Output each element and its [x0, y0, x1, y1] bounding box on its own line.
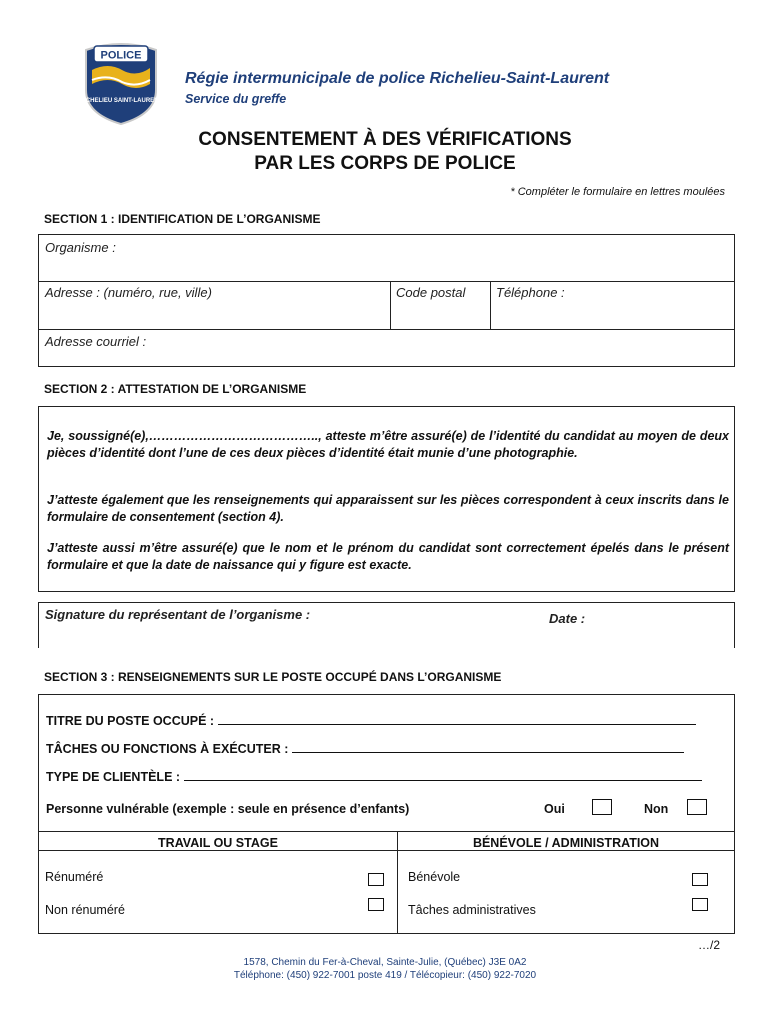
header-divider [39, 850, 734, 851]
clientele-blank[interactable] [184, 769, 702, 781]
logo-top-text: POLICE [100, 49, 142, 62]
travail-stage-header: TRAVAIL OU STAGE [158, 836, 278, 850]
section1-heading: SECTION 1 : IDENTIFICATION DE L’ORGANISME [44, 212, 321, 226]
titre-poste-label: TITRE DU POSTE OCCUPÉ : [46, 714, 215, 728]
footer-address: 1578, Chemin du Fer-à-Cheval, Sainte-Julie, (Québec) J3E 0A2 [243, 957, 527, 968]
footer-phone: Téléphone: (450) 922-7001 poste 419 / Télécopieur: (450) 922-7020 [233, 970, 537, 981]
clientele-line[interactable] [46, 769, 702, 784]
attestation-paragraph-3: J’atteste aussi m’être assuré(e) que le nom et le prénom du candidat sont correctement épelés dans le présent formulaire et que la date de naissance qui y figure est exacte. [47, 541, 729, 572]
telephone-field[interactable] [490, 281, 735, 330]
organisme-field[interactable] [38, 234, 735, 282]
taches-admin-checkbox[interactable] [692, 898, 708, 911]
vulnerable-label: Personne vulnérable (exemple : seule en présence d’enfants) [46, 802, 410, 816]
attestation-box [38, 406, 735, 592]
organization-name: Régie intermunicipale de police Richelieu-Saint-Laurent [185, 70, 610, 87]
benevole-admin-header: BÉNÉVOLE / ADMINISTRATION [472, 836, 660, 850]
taches-line[interactable] [46, 741, 684, 756]
non-checkbox[interactable] [687, 799, 707, 815]
non-label: Non [644, 802, 669, 816]
courriel-field[interactable] [38, 329, 735, 367]
clientele-label: TYPE DE CLIENTÈLE : [46, 770, 181, 784]
form-title-line2: PAR LES CORPS DE POLICE [254, 153, 516, 174]
taches-label: TÂCHES OU FONCTIONS À EXÉCUTER : [46, 742, 289, 756]
titre-poste-blank[interactable] [218, 713, 696, 725]
page-marker: …/2 [698, 938, 721, 952]
section3-heading: SECTION 3 : RENSEIGNEMENTS SUR LE POSTE OCCUPÉ DANS L’ORGANISME [44, 670, 502, 684]
date-label: Date : [549, 611, 586, 626]
courriel-label: Adresse courriel : [45, 334, 147, 349]
form-title-line1: CONSENTEMENT À DES VÉRIFICATIONS [198, 129, 572, 150]
organisme-label: Organisme : [45, 240, 116, 255]
attestation-paragraph-1: Je, soussigné(e),………………………………….., atteste m’être assuré(e) de l’identité du candidat au moyen de deux pièces d’identité dont l’une de ces deux pièces d’identité était munie d’une photographie. [47, 429, 729, 460]
section2-heading: SECTION 2 : ATTESTATION DE L’ORGANISME [44, 382, 307, 396]
taches-admin-label: Tâches administratives [408, 903, 536, 917]
non-remunere-label: Non rénuméré [45, 903, 125, 917]
police-badge-logo [78, 40, 164, 126]
code-postal-field[interactable] [390, 281, 491, 330]
benevole-label: Bénévole [408, 870, 461, 884]
non-remunere-checkbox[interactable] [368, 898, 384, 911]
attestation-paragraph-2: J’atteste également que les renseignements qui apparaissent sur les pièces correspondent à ceux inscrits dans le formulaire de consentement (section 4). [47, 493, 729, 524]
signature-label: Signature du représentant de l’organisme : [45, 607, 311, 622]
oui-label: Oui [544, 802, 565, 816]
code-postal-label: Code postal [396, 285, 466, 300]
signature-area[interactable] [38, 602, 735, 648]
adresse-label: Adresse : (numéro, rue, ville) [45, 285, 212, 300]
remunere-label: Rénuméré [45, 870, 104, 884]
taches-blank[interactable] [292, 741, 684, 753]
logo-bottom-text: RICHELIEU SAINT-LAURENT [79, 98, 163, 104]
poste-box [38, 694, 735, 934]
remunere-checkbox[interactable] [368, 873, 384, 886]
adresse-field[interactable] [38, 281, 391, 330]
telephone-label: Téléphone : [496, 285, 565, 300]
service-name: Service du greffe [185, 92, 287, 106]
oui-checkbox[interactable] [592, 799, 612, 815]
table-divider [39, 831, 734, 832]
titre-poste-line[interactable] [46, 713, 696, 728]
benevole-checkbox[interactable] [692, 873, 708, 886]
instruction-note: * Compléter le formulaire en lettres moulées [510, 186, 725, 198]
